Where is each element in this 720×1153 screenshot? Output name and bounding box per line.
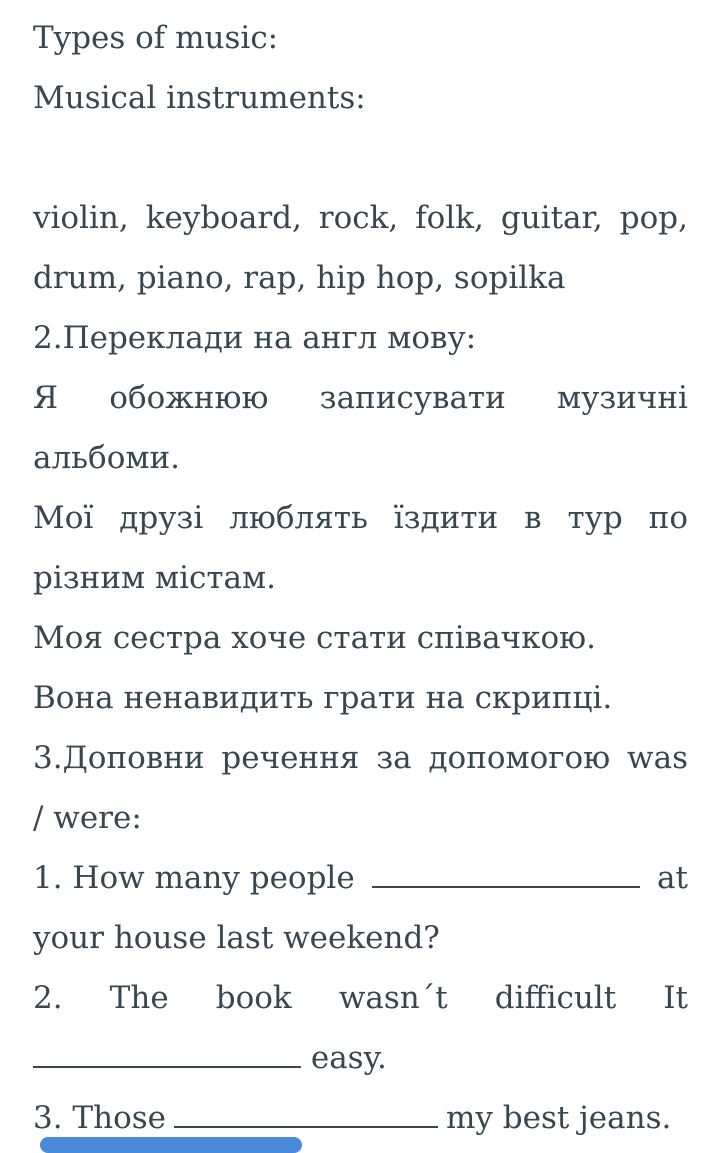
- word: rock,: [318, 200, 399, 236]
- word: тур: [567, 500, 623, 536]
- word: записувати: [319, 380, 506, 416]
- task-2-sentence-4: Вона ненавидить грати на скрипці.: [33, 680, 613, 716]
- word: pop,: [619, 200, 688, 236]
- word: difficult: [494, 980, 617, 1016]
- word: обожнюю: [109, 380, 269, 416]
- document-body: [33, 8, 688, 1148]
- musical-instruments-heading: Musical instruments:: [33, 80, 366, 116]
- question-2-line-2: [33, 1028, 688, 1088]
- question-2-line-1: [33, 968, 688, 1028]
- task-3-title-line-1: [33, 728, 688, 788]
- word: допомогою: [428, 740, 611, 776]
- question-1-text: 1. How many people: [33, 860, 355, 896]
- types-of-music-heading: Types of music:: [33, 20, 279, 56]
- word: люблять: [229, 500, 368, 536]
- word: речення: [221, 740, 360, 776]
- answer-blank: [33, 1030, 301, 1068]
- task-2-sentence-1-line-2: альбоми.: [33, 440, 181, 476]
- word: violin,: [33, 200, 129, 236]
- word: Мої: [33, 500, 94, 536]
- word: folk,: [415, 200, 484, 236]
- question-3-text: 3. Those: [33, 1100, 166, 1136]
- question-2-text-end: easy.: [310, 1040, 387, 1076]
- word: 3.Доповни: [33, 740, 205, 776]
- task-2-sentence-1-line-1: [33, 368, 688, 428]
- question-3-text-end: my best jeans.: [446, 1100, 672, 1136]
- question-1-line-2: your house last weekend?: [33, 920, 440, 956]
- word: wasn´t: [338, 980, 448, 1016]
- spacer: [33, 128, 688, 188]
- question-1-text-end: at: [657, 860, 688, 896]
- word: Я: [33, 380, 59, 416]
- word-list-line-2: drum, piano, rap, hip hop, sopilka: [33, 260, 566, 296]
- task-2-sentence-2-line-1: [33, 488, 688, 548]
- answer-blank: [174, 1090, 438, 1128]
- word: в: [524, 500, 542, 536]
- word: 2.: [33, 980, 63, 1016]
- word: музичні: [556, 380, 688, 416]
- word: за: [376, 740, 412, 776]
- task-2-sentence-3: Моя сестра хоче стати співачкою.: [33, 620, 596, 656]
- word: The: [109, 980, 169, 1016]
- word: по: [648, 500, 688, 536]
- task-3-title-line-2: / were:: [33, 800, 142, 836]
- word: It: [663, 980, 688, 1016]
- question-1-line-1: [33, 848, 688, 908]
- task-2-title: 2.Переклади на англ мову:: [33, 320, 477, 356]
- answer-blank: [372, 850, 640, 888]
- word: друзі: [119, 500, 204, 536]
- partial-blue-button[interactable]: [40, 1137, 302, 1153]
- word-list-line-1: [33, 188, 688, 248]
- word: keyboard,: [145, 200, 302, 236]
- word: їздити: [393, 500, 499, 536]
- word: book: [215, 980, 292, 1016]
- word: was: [627, 740, 688, 776]
- task-2-sentence-2-line-2: різним містам.: [33, 560, 276, 596]
- word: guitar,: [500, 200, 603, 236]
